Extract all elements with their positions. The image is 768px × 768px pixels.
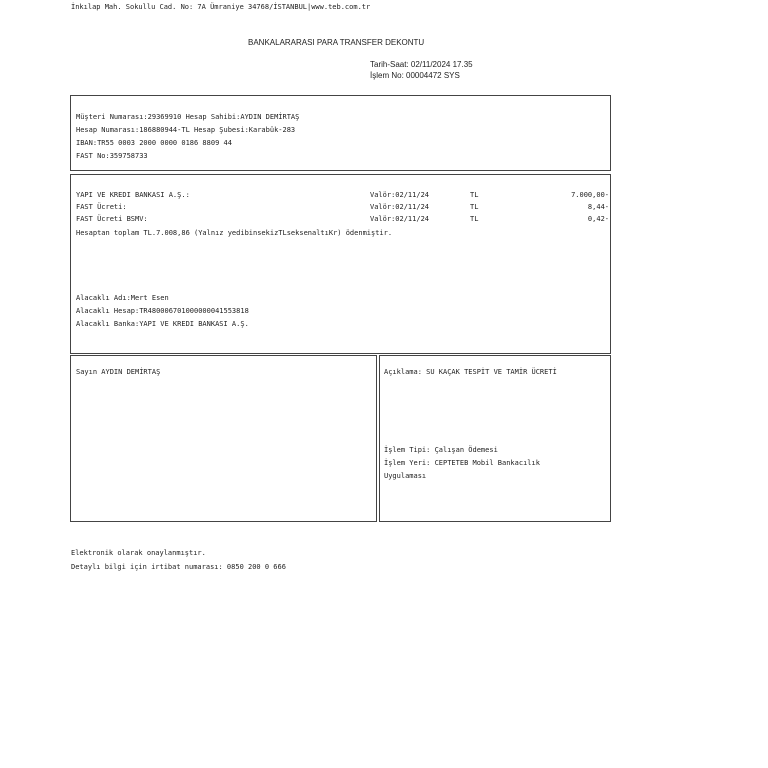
item-value-date: Valör:02/11/24 (370, 203, 430, 211)
date-time: Tarih-Saat: 02/11/2024 17.35 (370, 60, 473, 69)
fast-number: FAST No:359758733 (76, 152, 148, 160)
receiver-name: Alacaklı Adı:Mert Esen (76, 294, 169, 302)
receiver-bank: Alacaklı Banka:YAPI VE KREDI BANKASI A.Ş. (76, 320, 249, 328)
customer-line-2: Hesap Numarası:186880944-TL Hesap Şubesi:Karabük-283 (76, 126, 296, 134)
transaction-place-cont: Uygulaması (384, 472, 427, 480)
item-desc: YAPI VE KREDI BANKASI A.Ş.: (76, 191, 190, 199)
total-line: Hesaptan toplam TL.7.008,86 (Yalnız yedibinsekizTLseksenaltıKr) ödenmiştir. (76, 229, 393, 237)
details-box (379, 355, 611, 522)
item-currency: TL (470, 191, 479, 199)
item-currency: TL (470, 215, 479, 223)
transaction-box (70, 174, 611, 354)
item-value-date: Valör:02/11/24 (370, 191, 430, 199)
approval-note: Elektronik olarak onaylanmıştır. (71, 549, 206, 557)
transaction-place: İşlem Yeri: CEPTETEB Mobil Bankacılık (384, 459, 540, 467)
customer-info-box (70, 95, 611, 171)
transaction-type: İşlem Tipi: Çalışan Ödemesi (384, 446, 498, 454)
bank-address: İnkılap Mah. Sokullu Cad. No: 7A Ümraniye 34768/İSTANBUL|www.teb.com.tr (71, 3, 371, 11)
description: Açıklama: SU KAÇAK TESPİT VE TAMİR ÜCRETİ (384, 368, 557, 376)
item-amount: 8,44- (587, 203, 609, 211)
document-title: BANKALARARASI PARA TRANSFER DEKONTU (248, 38, 425, 47)
iban: IBAN:TR55 0003 2000 0000 0186 8809 44 (76, 139, 232, 147)
receiver-account: Alacaklı Hesap:TR480006701000000041553818 (76, 307, 249, 315)
item-amount: 7.000,00- (571, 191, 609, 199)
item-desc: FAST Ücreti: (76, 203, 127, 211)
transaction-number: İşlem No: 00004472 SYS (370, 71, 460, 80)
item-desc: FAST Ücreti BSMV: (76, 215, 148, 223)
customer-line-1: Müşteri Numarası:29369910 Hesap Sahibi:AYDIN DEMİRTAŞ (76, 113, 300, 121)
contact-note: Detaylı bilgi için irtibat numarası: 0850 200 0 666 (71, 563, 286, 571)
item-value-date: Valör:02/11/24 (370, 215, 430, 223)
item-amount: 0,42- (587, 215, 609, 223)
greeting-box (70, 355, 377, 522)
greeting: Sayın AYDIN DEMİRTAŞ (76, 368, 161, 376)
item-currency: TL (470, 203, 479, 211)
